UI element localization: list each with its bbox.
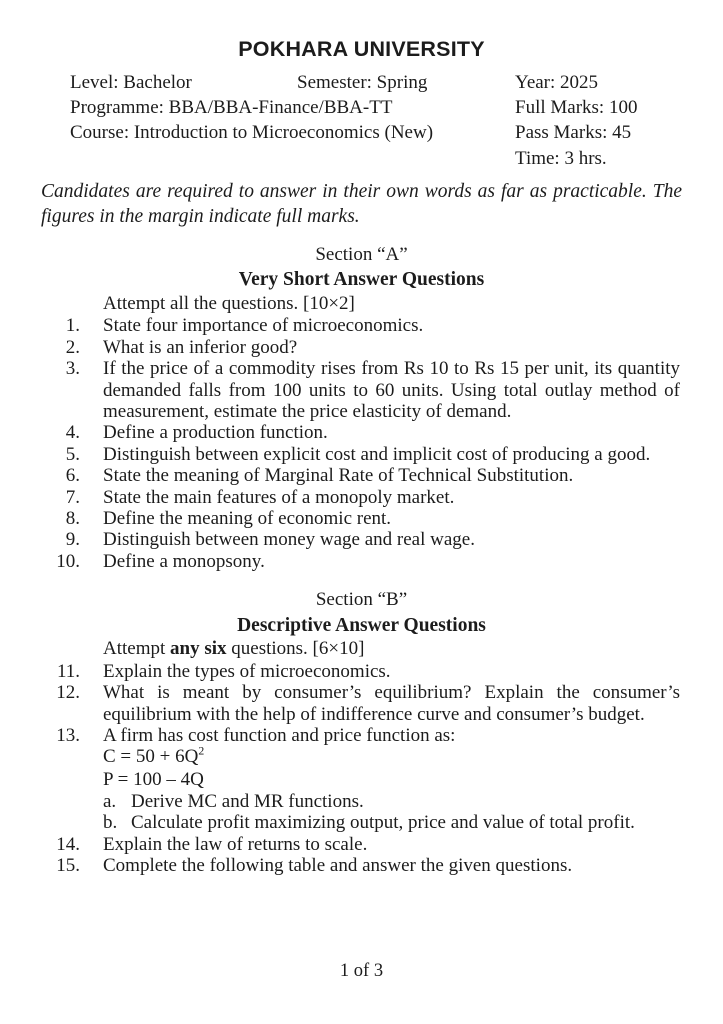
question-number: 7. — [65, 486, 80, 508]
meta-row-1 — [70, 70, 683, 95]
subquestion-letter: b. — [103, 812, 118, 834]
attempt-post: questions. [6×10] — [226, 638, 365, 660]
price-function-formula: P = 100 – 4Q — [103, 768, 204, 790]
meta-pass-marks: Pass Marks: 45 — [515, 122, 632, 144]
page-number: 1 of 3 — [339, 961, 384, 981]
question-row — [0, 682, 723, 725]
question-row — [0, 315, 723, 336]
question-text: Define a production function. — [103, 422, 328, 444]
page-title: POKHARA UNIVERSITY — [238, 37, 485, 61]
question-number: 5. — [65, 443, 80, 465]
meta-spacer — [70, 146, 515, 171]
formula-exponent: 2 — [198, 744, 205, 758]
exam-meta-block — [70, 70, 683, 171]
question-number: 1. — [65, 315, 80, 337]
question-row — [0, 661, 723, 682]
meta-row-4 — [70, 146, 683, 171]
question-row — [0, 337, 723, 358]
question-text: State the main features of a monopoly market. — [103, 486, 455, 508]
section-a-subtitle: Very Short Answer Questions — [238, 269, 485, 291]
meta-programme: Programme: BBA/BBA-Finance/BBA-TT — [70, 97, 393, 119]
subquestion-text: Calculate profit maximizing output, price and value of total profit. — [131, 812, 635, 834]
question-row — [0, 444, 723, 465]
section-a-attempt-line: Attempt all the questions. [10×2] — [103, 292, 355, 314]
subquestion-letter: a. — [103, 790, 117, 812]
attempt-pre: Attempt — [103, 638, 171, 660]
meta-row-3 — [70, 120, 683, 145]
meta-full-marks: Full Marks: 100 — [515, 97, 638, 119]
cost-function-formula — [103, 746, 723, 768]
subquestion-row — [103, 812, 723, 833]
question-number: 15. — [56, 855, 80, 877]
question-text: Complete the following table and answer the given questions. — [103, 855, 573, 877]
question-number: 10. — [56, 550, 80, 572]
section-a-title: Section “A” — [315, 243, 408, 265]
question-row — [0, 551, 723, 572]
question-number: 6. — [65, 465, 80, 487]
section-a-question-list — [0, 315, 723, 572]
question-row — [0, 725, 723, 746]
question-row — [0, 855, 723, 876]
question-row — [0, 487, 723, 508]
meta-course: Course: Introduction to Microeconomics (New) — [70, 122, 434, 144]
question-number: 12. — [56, 682, 80, 704]
question-text: Define a monopsony. — [103, 550, 265, 572]
question-number: 2. — [65, 336, 80, 358]
question-text: Explain the law of returns to scale. — [103, 833, 368, 855]
question-text: State the meaning of Marginal Rate of Technical Substitution. — [103, 465, 574, 487]
section-b-title: Section “B” — [315, 589, 408, 611]
question-row — [0, 508, 723, 529]
question-row — [0, 358, 723, 422]
section-b-attempt-line — [103, 638, 723, 661]
question-text: State four importance of microeconomics. — [103, 315, 424, 337]
instruction-note: Candidates are required to answer in their own words as far as practicable. The figures in the margin indicate full marks. — [41, 180, 682, 228]
question-text: Distinguish between explicit cost and implicit cost of producing a good. — [103, 443, 651, 465]
meta-time: Time: 3 hrs. — [515, 147, 607, 169]
question-text: What is meant by consumer’s equilibrium? Explain the consumer’s equilibrium with the help of indifference curve and consumer’s budget. — [103, 682, 680, 725]
question-row — [0, 529, 723, 550]
question-text: What is an inferior good? — [103, 336, 298, 358]
question-text: Define the meaning of economic rent. — [103, 507, 392, 529]
meta-level: Level: Bachelor — [70, 72, 192, 93]
question-number: 9. — [65, 529, 80, 551]
question-text: A firm has cost function and price function as: — [103, 724, 456, 746]
question-number: 11. — [56, 660, 80, 682]
attempt-bold: any six — [170, 638, 227, 660]
subquestion-text: Derive MC and MR functions. — [131, 790, 364, 812]
question-number: 13. — [56, 724, 80, 746]
question-row — [0, 834, 723, 855]
question-number: 4. — [65, 422, 80, 444]
subquestion-row — [103, 791, 723, 812]
question-text: Distinguish between money wage and real wage. — [103, 529, 475, 551]
question-row — [0, 422, 723, 443]
formula-base: C = 50 + 6Q — [103, 746, 199, 768]
section-b-subtitle: Descriptive Answer Questions — [237, 614, 486, 636]
question-text: If the price of a commodity rises from Rs 10 to Rs 15 per unit, its quantity demanded falls from 100 units to 60 units. Using total outlay method of measurement, estimate the price elasticity of demand. — [103, 358, 680, 422]
question-row — [0, 465, 723, 486]
meta-year: Year: 2025 — [515, 72, 599, 93]
question-number: 3. — [65, 358, 80, 380]
section-b-question-list — [0, 661, 723, 877]
question-number: 8. — [65, 507, 80, 529]
meta-row-2 — [70, 95, 683, 120]
meta-semester: Semester: Spring — [297, 72, 428, 93]
question-text: Explain the types of microeconomics. — [103, 660, 391, 682]
question-number: 14. — [56, 833, 80, 855]
